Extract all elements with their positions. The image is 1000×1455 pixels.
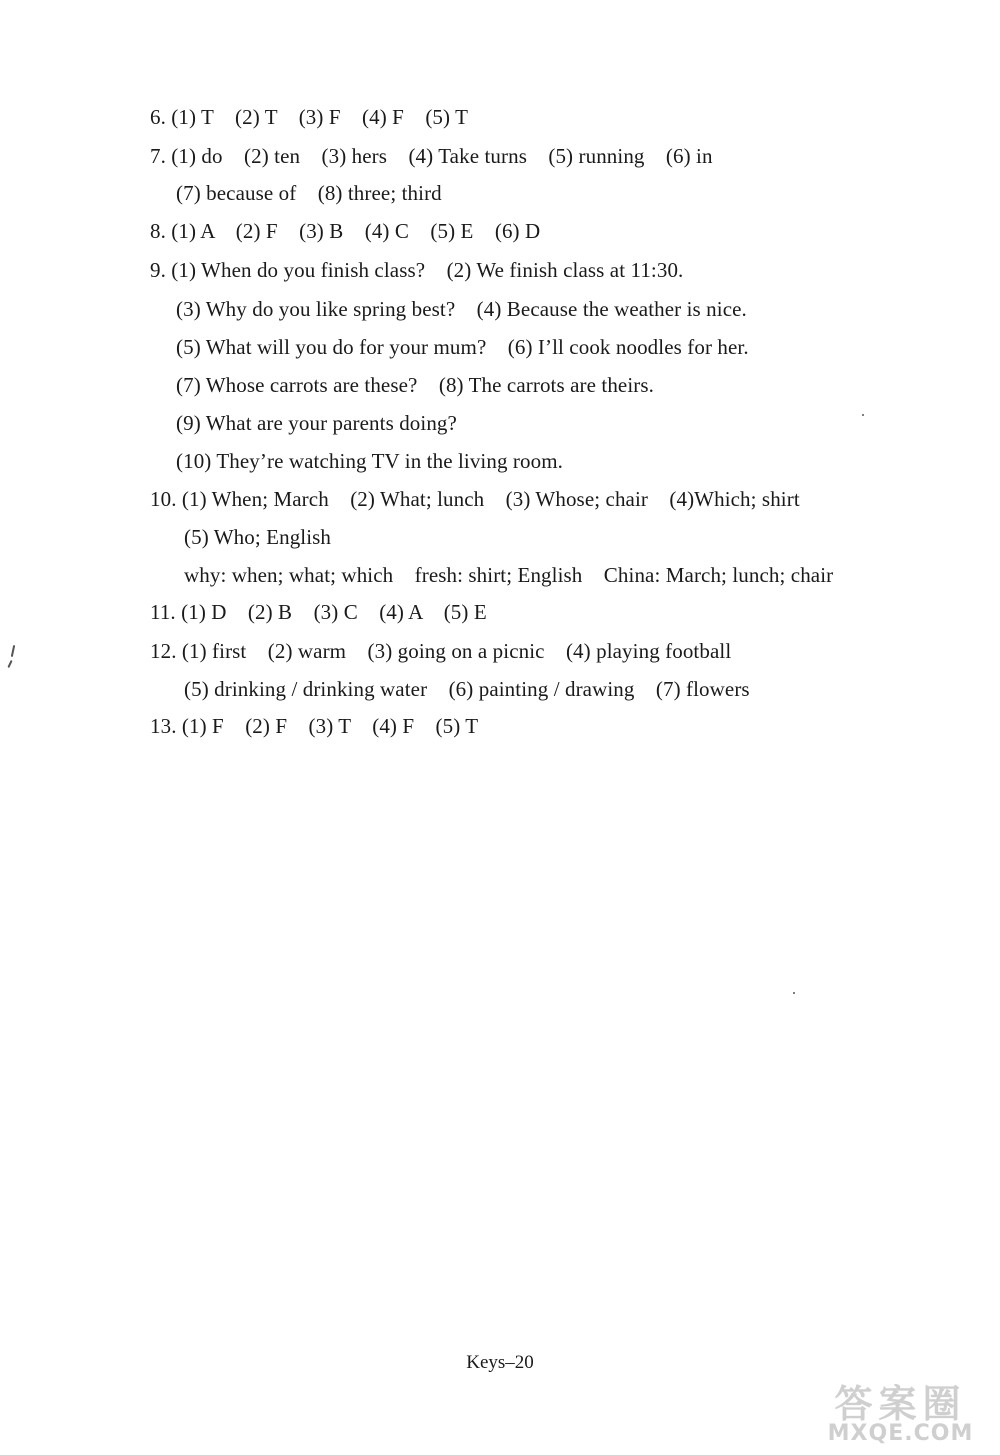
answer-line-7b: (7) because of (8) three; third bbox=[176, 181, 442, 205]
answer-line-12a: 12. (1) first (2) warm (3) going on a picnic (4) playing football bbox=[150, 639, 732, 663]
answer-line-10c: why: when; what; which fresh: shirt; English China: March; lunch; chair bbox=[184, 563, 834, 587]
answer-line-9c: (5) What will you do for your mum? (6) I’ll cook noodles for her. bbox=[176, 335, 749, 359]
answer-line-11: 11. (1) D (2) B (3) C (4) A (5) E bbox=[150, 600, 487, 624]
answer-line-12b: (5) drinking / drinking water (6) painting / drawing (7) flowers bbox=[184, 677, 750, 701]
scan-mark bbox=[7, 660, 12, 668]
page-number: Keys–20 bbox=[466, 1352, 534, 1373]
scan-mark bbox=[11, 645, 15, 657]
answer-line-7a: 7. (1) do (2) ten (3) hers (4) Take turns (5) running (6) in bbox=[150, 144, 713, 168]
scan-speck bbox=[793, 992, 795, 994]
scan-speck bbox=[862, 414, 864, 416]
answer-line-9b: (3) Why do you like spring best? (4) Because the weather is nice. bbox=[176, 297, 747, 321]
watermark-logo-text: 答案圈 bbox=[834, 1382, 967, 1426]
watermark-url: MXQE.COM bbox=[827, 1421, 974, 1446]
answer-line-10a: 10. (1) When; March (2) What; lunch (3) Whose; chair (4)Which; shirt bbox=[150, 487, 800, 511]
answer-line-9e: (9) What are your parents doing? bbox=[176, 411, 457, 435]
answer-line-6: 6. (1) T (2) T (3) F (4) F (5) T bbox=[150, 105, 469, 129]
answer-line-10b: (5) Who; English bbox=[184, 525, 332, 549]
answer-line-13: 13. (1) F (2) F (3) T (4) F (5) T bbox=[150, 714, 479, 738]
answer-line-9d: (7) Whose carrots are these? (8) The carrots are theirs. bbox=[176, 373, 654, 397]
answer-line-8: 8. (1) A (2) F (3) B (4) C (5) E (6) D bbox=[150, 219, 541, 243]
answer-line-9a: 9. (1) When do you finish class? (2) We finish class at 11:30. bbox=[150, 258, 684, 282]
site-watermark bbox=[808, 1384, 993, 1448]
answer-line-9f: (10) They’re watching TV in the living room. bbox=[176, 449, 563, 473]
